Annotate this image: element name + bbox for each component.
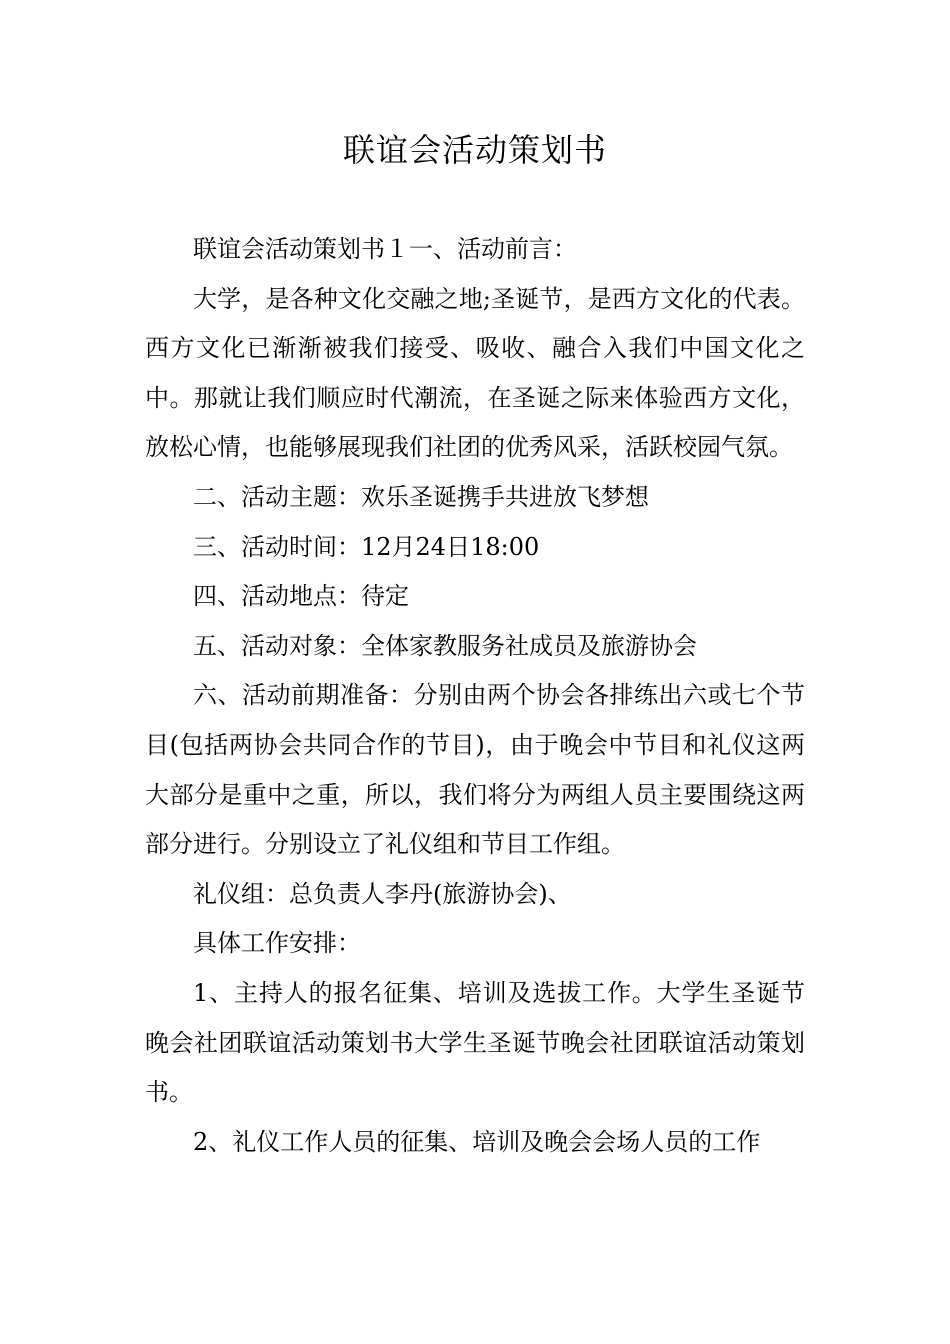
paragraph-time: 三、活动时间：12月24日18:00 [193, 532, 540, 561]
paragraph-etiquette-group: 礼仪组：总负责人李丹(旅游协会)、 [193, 879, 572, 908]
paragraph-preparation: 六、活动前期准备：分别由两个协会各排练出六或七个节目(包括两协会共同合作的节目)，由于晚会中节目和礼仪这两大部分是重中之重，所以，我们将分为两组人员主要围绕这两部分进行。分别设立了礼仪组和节目工作组。 [145, 681, 805, 859]
paragraph-intro-heading: 联谊会活动策划书１一、活动前言： [193, 235, 577, 263]
paragraph-preface: 大学，是各种文化交融之地;圣诞节，是西方文化的代表。西方文化已渐渐被我们接受、吸收、融合入我们中国文化之中。那就让我们顺应时代潮流，在圣诞之际来体验西方文化，放松心情，也能够展现我们社团的优秀风采，活跃校园气氛。 [145, 284, 805, 462]
paragraph-item-2: 2、礼仪工作人员的征集、培训及晚会会场人员的工作 [193, 1127, 761, 1156]
paragraph-theme: 二、活动主题：欢乐圣诞携手共进放飞梦想 [193, 482, 649, 511]
document-title: 联谊会活动策划书 [342, 131, 607, 169]
paragraph-location: 四、活动地点：待定 [193, 582, 409, 611]
paragraph-item-1: 1、主持人的报名征集、培训及选拔工作。大学生圣诞节晚会社团联谊活动策划书大学生圣诞节晚会社团联谊活动策划书。 [145, 978, 805, 1107]
paragraph-audience: 五、活动对象：全体家教服务社成员及旅游协会 [193, 631, 697, 660]
document-body [145, 225, 805, 1167]
paragraph-work-arrangement: 具体工作安排： [193, 929, 361, 958]
